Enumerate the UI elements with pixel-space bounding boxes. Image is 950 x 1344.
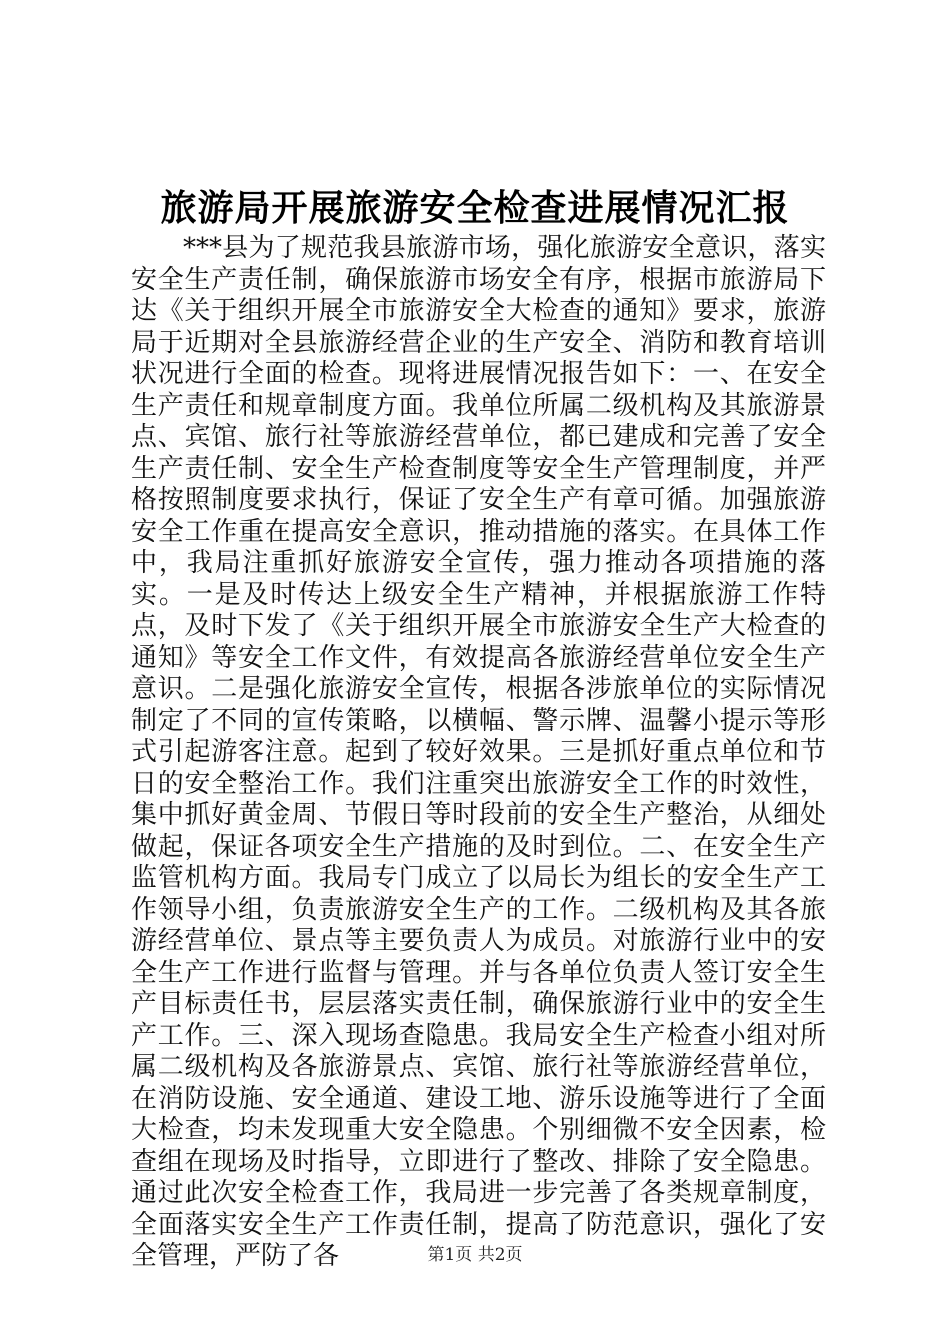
page-number-footer: 第1页 共2页 bbox=[427, 1245, 523, 1265]
document-body-paragraph: ***县为了规范我县旅游市场，强化旅游安全意识，落实安全生产责任制，确保旅游市场安全有序，根据市旅游局下达《关于组织开展全市旅游安全大检查的通知》要求，旅游局于近期对全县旅游经营企业的生产安全、消防和教育培训状况进行全面的检查。现将进展情况报告如下：一、在安全生产责任和规章制度方面。我单位所属二级机构及其旅游景点、宾馆、旅行社等旅游经营单位，都已建成和完善了安全生产责任制、安全生产检查制度等安全生产管理制度，并严格按照制度要求执行，保证了安全生产有章可循。加强旅游安全工作重在提高安全意识，推动措施的落实。在具体工作中，我局注重抓好旅游安全宣传，强力推动各项措施的落实。一是及时传达上级安全生产精神，并根据旅游工作特点，及时下发了《关于组织开展全市旅游安全生产大检查的通知》等安全工作文件，有效提高各旅游经营单位安全生产意识。二是强化旅游安全宣传，根据各涉旅单位的实际情况制定了不同的宣传策略，以横幅、警示牌、温馨小提示等形式引起游客注意。起到了较好效果。三是抓好重点单位和节日的安全整治工作。我们注重突出旅游安全工作的时效性，集中抓好黄金周、节假日等时段前的安全生产整治，从细处做起，保证各项安全生产措施的及时到位。二、在安全生产监管机构方面。我局专门成立了以局长为组长的安全生产工作领导小组，负责旅游安全生产的工作。二级机构及其各旅游经营单位、景点等主要负责人为成员。对旅游行业中的安全生产工作进行监督与管理。并与各单位负责人签订安全生产目标责任书，层层落实责任制，确保旅游行业中的安全生产工作。三、深入现场查隐患。我局安全生产检查小组对所属二级机构及各旅游景点、宾馆、旅行社等旅游经营单位，在消防设施、安全通道、建设工地、游乐设施等进行了全面大检查，均未发现重大安全隐患。个别细微不安全因素，检查组在现场及时指导，立即进行了整改、排除了安全隐患。通过此次安全检查工作，我局进一步完善了各类规章制度，全面落实安全生产工作责任制，提高了防范意识，强化了安全管理，严防了各 bbox=[131, 233, 826, 1271]
document-title: 旅游局开展旅游安全检查进展情况汇报 bbox=[160, 188, 790, 229]
